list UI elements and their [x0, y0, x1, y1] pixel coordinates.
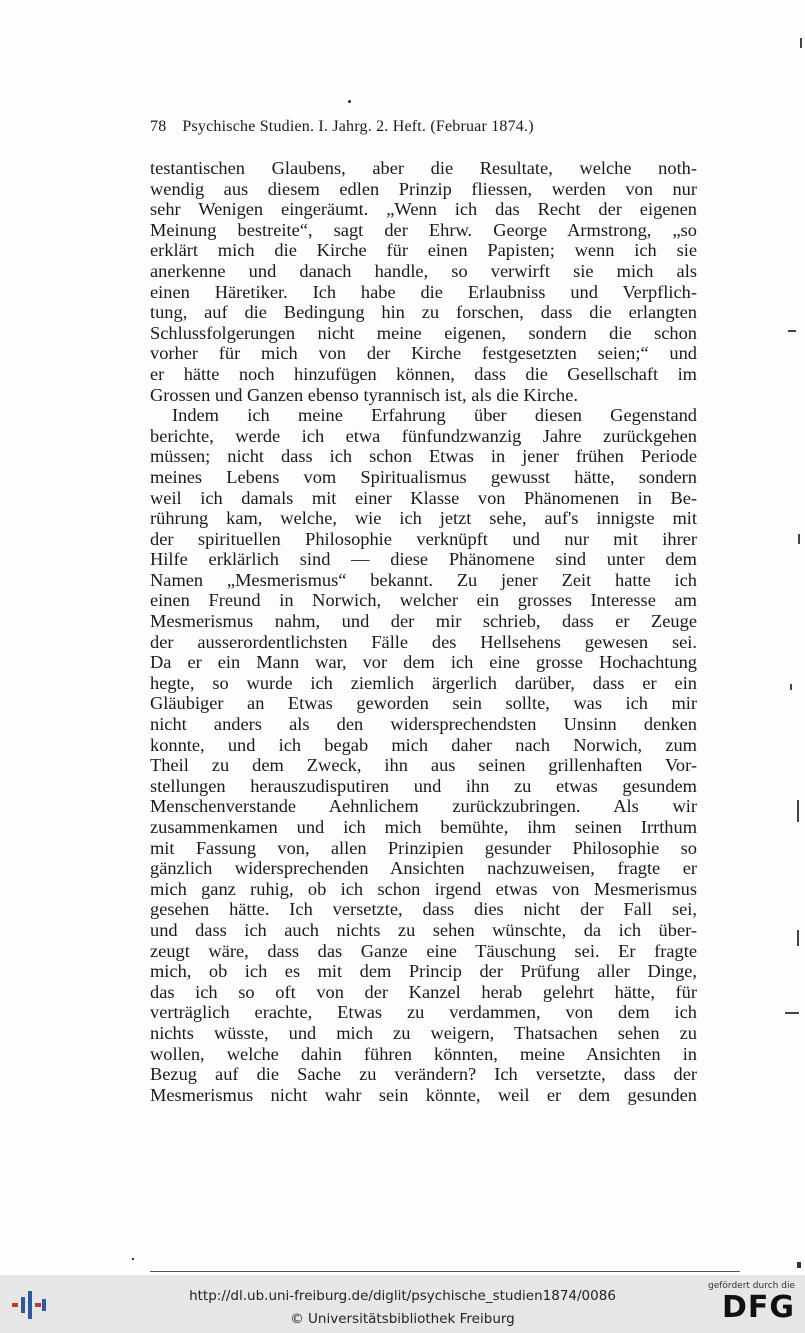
page-number: 78: [150, 118, 167, 135]
text-line: der spirituellen Philosophie verknüpft und nur mit ihrer: [150, 528, 697, 549]
text-line: er hätte noch hinzufügen können, dass die Gesellschaft im: [150, 363, 697, 384]
text-line: Hilfe erklärlich sind — diese Phänomene sind unter dem: [150, 549, 697, 570]
margin-mark: [790, 684, 792, 690]
text-line: einen Freund in Norwich, welcher ein grosses Interesse am: [150, 590, 697, 611]
dfg-logo: DFG: [721, 1290, 795, 1325]
text-line: rührung kam, welche, wie ich jetzt sehe, auf's innigste mit: [150, 508, 697, 529]
footer-bar: [0, 1275, 805, 1333]
text-line: tung, auf die Bedingung hin zu forschen, dass die erlangten: [150, 302, 697, 323]
text-line: Schlussfolgerungen nicht meine eigenen, sondern die schon: [150, 322, 697, 343]
text-line: Meinung bestreite“, sagt der Ehrw. George Armstrong, „so: [150, 219, 697, 240]
text-line: Bezug auf die Sache zu verändern? Ich versetzte, dass der: [150, 1064, 697, 1085]
text-line: Theil zu dem Zweck, ihn aus seinen grillenhaften Vor-: [150, 755, 697, 776]
text-line: nichts wüsste, und mich zu weigern, Thatsachen sehen zu: [150, 1022, 697, 1043]
text-line: Da er ein Mann war, vor dem ich eine grosse Hochachtung: [150, 652, 697, 673]
permalink-url[interactable]: http://dl.ub.uni-freiburg.de/diglit/psychische_studien1874/0086: [189, 1288, 616, 1304]
text-line: gänzlich widersprechenden Ansichten nachzuweisen, fragte er: [150, 858, 697, 879]
margin-mark: [800, 38, 802, 48]
margin-mark: [797, 800, 799, 822]
text-line: anerkenne und danach handle, so verwirft sie mich als: [150, 260, 697, 281]
text-line: Grossen und Ganzen ebenso tyrannisch ist, als die Kirche.: [150, 384, 578, 405]
running-head: [150, 118, 698, 136]
text-line: der ausserordentlichsten Fälle des Hellsehens gewesen sei.: [150, 631, 697, 652]
text-line: verträglich erachte, Etwas zu verdammen, von dem ich: [150, 1002, 697, 1023]
text-line: Mesmerismus nicht wahr sein könnte, weil er dem gesunden: [150, 1084, 697, 1105]
text-line: gesehen hätte. Ich versetzte, dass dies nicht der Fall sei,: [150, 899, 697, 920]
margin-mark: [797, 930, 799, 946]
text-line: mich ganz ruhig, ob ich schon irgend etwas von Mesmerismus: [150, 878, 697, 899]
text-line: Mesmerismus nahm, und der mir schrieb, dass er Zeuge: [150, 611, 697, 632]
text-line: weil ich damals mit einer Klasse von Phänomenen in Be-: [150, 487, 697, 508]
text-line: testantischen Glaubens, aber die Resultate, welche noth-: [150, 158, 697, 178]
sponsor-caption: gefördert durch die: [708, 1281, 795, 1291]
text-line: wollen, welche dahin führen könnten, meine Ansichten in: [150, 1043, 697, 1064]
text-line: vorher für mich von der Kirche festgesetzten seien;“ und: [150, 343, 697, 364]
text-line: konnte, und ich begab mich daher nach Norwich, zum: [150, 734, 697, 755]
margin-mark: [132, 1258, 134, 1260]
running-head-title: Psychische Studien. I. Jahrg. 2. Heft. (Februar 1874.): [182, 118, 534, 135]
text-line: Gläubiger an Etwas geworden sein sollte, was ich mir: [150, 693, 697, 714]
text-line: einen Häretiker. Ich habe die Erlaubniss und Verpflich-: [150, 281, 697, 302]
text-line: zusammenkamen und ich mich bemühte, ihm seinen Irrthum: [150, 817, 697, 837]
text-line: Namen „Mesmerismus“ bekannt. Zu jener Zeit hatte ich: [150, 569, 697, 590]
text-line: mich, ob ich es mit dem Princip der Prüfung aller Dinge,: [150, 961, 697, 982]
margin-mark: [785, 1012, 799, 1014]
copyright-notice: © Universitätsbibliothek Freiburg: [290, 1311, 515, 1327]
text-line: berichte, werde ich etwa fünfundzwanzig Jahre zurückgehen: [150, 425, 697, 446]
text-line: stellungen herauszudisputiren und ihn zu etwas gesundem: [150, 775, 697, 796]
margin-mark: [797, 1262, 801, 1268]
text-line: Indem ich meine Erfahrung über diesen Gegenstand: [172, 405, 697, 426]
text-line: das ich so oft von der Kanzel herab gelehrt hätte, für: [150, 981, 697, 1002]
header-dot: [348, 100, 351, 103]
text-line: zeugt wäre, dass das Ganze eine Täuschung sei. Er fragte: [150, 940, 697, 961]
text-line: wendig aus diesem edlen Prinzip fliessen, werden von nur: [150, 178, 697, 199]
margin-mark: [798, 534, 800, 544]
dfg-sponsor: [705, 1281, 795, 1329]
text-line: meines Lebens vom Spiritualismus gewusst hätte, sondern: [150, 466, 697, 487]
text-line: müssen; nicht dass ich schon Etwas in jener frühen Periode: [150, 446, 697, 467]
text-line: hegte, so wurde ich ziemlich ärgerlich darüber, dass er ein: [150, 672, 697, 693]
text-line: sehr Wenigen eingeräumt. „Wenn ich das Recht der eigenen: [150, 199, 697, 220]
text-line: nicht anders als den widersprechendsten Unsinn denken: [150, 714, 697, 735]
footer-rule: [150, 1271, 740, 1272]
text-line: Menschenverstande Aehnlichem zurückzubringen. Als wir: [150, 796, 697, 817]
margin-mark: [788, 330, 796, 332]
text-line: und dass ich auch nichts zu sehen wünschte, da ich über-: [150, 919, 697, 940]
text-line: erklärt mich die Kirche für einen Papisten; wenn ich sie: [150, 240, 697, 261]
text-line: mit Fassung von, allen Prinzipien gesunder Philosophie so: [150, 837, 697, 858]
body-text: [150, 158, 697, 1105]
